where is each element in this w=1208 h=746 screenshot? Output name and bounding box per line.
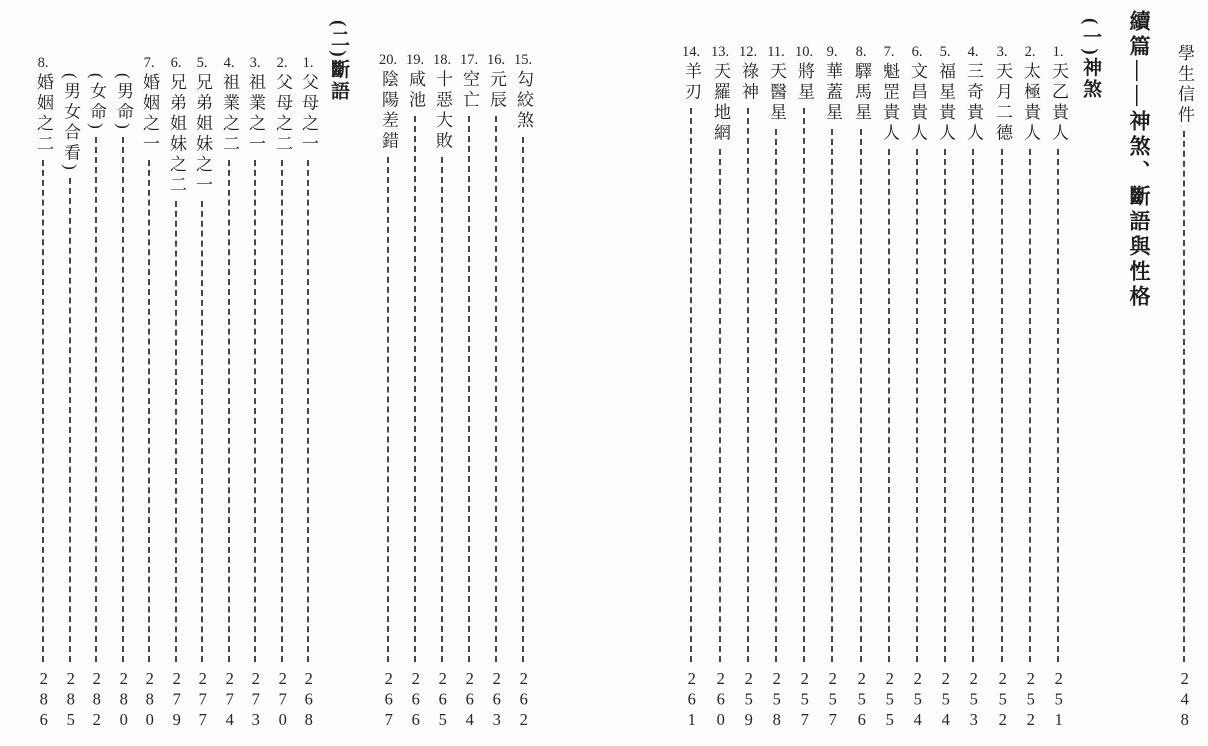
entry-page-number: 280 [140,668,160,730]
dotted-leader [775,129,777,662]
entry-page-number: 251 [1049,668,1069,730]
entry-number: 6. [170,55,182,71]
entry-page-number: 253 [964,668,984,730]
entry-page-number: 262 [514,668,534,730]
entry-number: 4. [223,55,235,71]
entry-label: 太極貴人 [1021,62,1040,144]
toc-entry [403,52,427,736]
dotted-leader [468,116,470,662]
entry-number: 3. [996,44,1008,60]
dotted-leader [1001,149,1003,662]
dotted-leader [42,160,44,662]
entry-number: 4. [967,44,979,60]
entry-page-number: 263 [487,668,507,730]
dotted-leader [228,160,230,662]
entry-label: 婚姻之一 [140,73,159,155]
entry-page-number: 282 [87,668,107,730]
entry-label: 學生信件 [1175,44,1194,126]
toc-entry [430,52,454,736]
dotted-leader [690,108,692,662]
entry-label: 兄弟姐妹之一 [193,73,212,196]
toc-entry [933,44,957,736]
entry-page-number: 274 [220,668,240,730]
dotted-leader [307,160,309,662]
student-letters-entry [1172,44,1196,736]
book-title [1124,10,1154,310]
toc-entry [849,44,873,736]
entry-page-number: 248 [1175,668,1195,730]
entry-number: 7. [883,44,895,60]
toc-entry [484,52,508,736]
entry-number: 9. [826,44,838,60]
toc-entry [31,55,55,736]
dotted-leader [916,149,918,662]
entry-number: 17. [459,52,479,68]
dotted-leader [888,149,890,662]
entry-label: (男命) [114,73,133,133]
entry-page-number: 279 [167,668,187,730]
entry-label: 魁罡貴人 [880,62,899,144]
toc-entry [217,55,241,736]
dotted-leader [803,108,805,662]
entry-number: 1. [1052,44,1064,60]
toc-entry [820,44,844,736]
toc-entry [243,55,267,736]
entry-number: 5. [196,55,208,71]
dotted-leader [944,149,946,662]
entry-label: 天醫星 [767,62,786,124]
entry-page-number: 273 [246,668,266,730]
entry-number: 20. [378,52,398,68]
dotted-leader [254,160,256,662]
entry-label: 福星貴人 [936,62,955,144]
entry-page-number: 267 [379,668,399,730]
entry-label: 空亡 [460,70,479,111]
dotted-leader [719,149,721,662]
toc-entry [84,55,108,736]
entry-label: 十惡大敗 [433,70,452,152]
toc-entry [877,44,901,736]
dotted-leader [95,137,97,661]
entry-number: 6. [911,44,923,60]
toc-entry [111,55,135,736]
entry-number: 18. [432,52,452,68]
entry-page-number: 264 [460,668,480,730]
heading-text: 續篇——神煞、斷語與性格 [1127,10,1151,310]
entry-page-number: 256 [852,668,872,730]
dotted-leader [281,160,283,662]
entry-number: 3. [249,55,261,71]
toc-entry [764,44,788,736]
entry-number: 8. [37,55,49,71]
toc-entry [376,52,400,736]
toc-entry [137,55,161,736]
entry-page-number: 259 [739,668,759,730]
toc-entry [990,44,1014,736]
entry-page-number: 286 [34,668,54,730]
entry-label: 將星 [795,62,814,103]
entry-page-number: 252 [1021,668,1041,730]
dotted-leader [972,149,974,662]
entry-page-number: 277 [193,668,213,730]
entry-number: 13. [710,44,730,60]
toc-entry [164,55,188,736]
entry-page-number: 268 [299,668,319,730]
entry-label: 天乙貴人 [1049,62,1068,144]
entry-number: 8. [855,44,867,60]
toc-entry [1046,44,1070,736]
dotted-leader [122,137,124,661]
entry-number: 16. [486,52,506,68]
entry-page-number: 257 [795,668,815,730]
entry-number: 11. [767,44,785,60]
section-1-heading [1078,18,1102,100]
toc-entry [708,44,732,736]
entry-label: 婚姻之二 [34,73,53,155]
entry-number: 7. [143,55,155,71]
toc-entry [270,55,294,736]
entry-page-number: 252 [993,668,1013,730]
dotted-leader [495,116,497,662]
entry-number: 5. [939,44,951,60]
dotted-leader [1057,149,1059,662]
dotted-leader [387,157,389,662]
toc-entry [736,44,760,736]
entry-page-number: 270 [273,668,293,730]
dotted-leader [175,201,177,662]
heading-text: (二)斷語 [328,20,349,103]
entry-page-number: 255 [880,668,900,730]
entry-label: 陰陽差錯 [379,70,398,152]
toc-entry [679,44,703,736]
toc-entry [1018,44,1042,736]
entry-label: 祖業之二 [220,73,239,155]
entry-label: 文昌貴人 [908,62,927,144]
toc-entry [190,55,214,736]
dotted-leader [69,178,71,661]
entry-page-number: 254 [936,668,956,730]
dotted-leader [414,116,416,662]
entry-page-number: 261 [682,668,702,730]
entry-label: (女命) [87,73,106,133]
entry-number: 12. [738,44,758,60]
heading-text: (一)神煞 [1080,18,1101,101]
dotted-leader [522,137,524,662]
toc-entry [905,44,929,736]
entry-number: 10. [794,44,814,60]
entry-label: 咸池 [406,70,425,111]
entry-label: 勾絞煞 [514,70,533,132]
entry-label: 三奇貴人 [964,62,983,144]
toc-entry [511,52,535,736]
entry-label: 祿神 [739,62,758,103]
entry-page-number: 265 [433,668,453,730]
entry-page-number: 285 [61,668,81,730]
entry-label: 天羅地網 [711,62,730,144]
entry-number: 19. [405,52,425,68]
entry-label: (男女合看) [61,73,80,174]
toc-entry [961,44,985,736]
entry-page-number: 280 [114,668,134,730]
toc-entry [792,44,816,736]
dotted-leader [747,108,749,662]
entry-number: 1. [302,55,314,71]
entry-label: 元辰 [487,70,506,111]
entry-label: 父母之二 [273,73,292,155]
entry-page-number: 257 [823,668,843,730]
dotted-leader [201,201,203,662]
entry-label: 天月二德 [993,62,1012,144]
entry-number: 15. [513,52,533,68]
toc-entry [58,55,82,736]
entry-number: 2. [276,55,288,71]
entry-page-number: 260 [711,668,731,730]
entry-label: 羊刃 [682,62,701,103]
dotted-leader [1029,149,1031,662]
entry-label: 父母之一 [299,73,318,155]
dotted-leader [441,157,443,662]
entry-label: 祖業之一 [246,73,265,155]
dotted-leader [148,160,150,662]
entry-page-number: 258 [767,668,787,730]
entry-number: 2. [1024,44,1036,60]
entry-page-number: 266 [406,668,426,730]
toc-entry [296,55,320,736]
dotted-leader [831,129,833,662]
dotted-leader [860,129,862,662]
entry-label: 華蓋星 [823,62,842,124]
section-2-heading [326,20,350,102]
dotted-leader [1183,131,1185,662]
toc-entry [457,52,481,736]
entry-label: 兄弟姐妹之二 [167,73,186,196]
entry-page-number: 254 [908,668,928,730]
entry-label: 驛馬星 [852,62,871,124]
entry-number: 14. [681,44,701,60]
